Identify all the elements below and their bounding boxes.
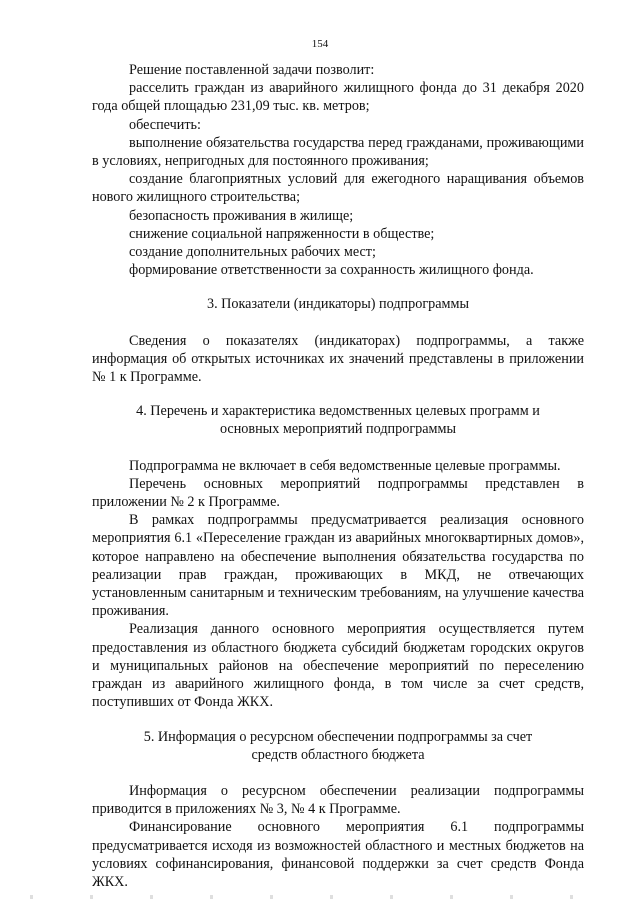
document-body	[92, 61, 584, 891]
paragraph: В рамках подпрограммы предусматривается реализация основного мероприятия 6.1 «Переселение граждан из аварийных многоквартирных домов», которое направлено на обеспечение выполнения обязательства государства по реализации прав граждан, проживающих в МКД, не отвечающих установленным санитарным и техническим требованиям, на улучшение качества проживания.	[92, 512, 584, 620]
paragraph: Информация о ресурсном обеспечении реализации подпрограммы приводится в приложениях № 3, № 4 к Программе.	[92, 782, 584, 818]
heading-line: 4. Перечень и характеристика ведомственных целевых программ и	[136, 403, 540, 420]
paragraph: Подпрограмма не включает в себя ведомственные целевые программы.	[129, 457, 561, 474]
section-heading-4	[92, 402, 584, 438]
paragraph: снижение социальной напряженности в обществе;	[129, 225, 435, 242]
heading-line: 5. Информация о ресурсном обеспечении подпрограммы за счет	[143, 728, 533, 745]
paragraph: выполнение обязательства государства перед гражданами, проживающими в условиях, непригодных для постоянного проживания;	[92, 134, 584, 170]
paragraph: Решение поставленной задачи позволит:	[129, 62, 375, 78]
paragraph: создание дополнительных рабочих мест;	[129, 244, 376, 261]
scan-artifact	[30, 895, 610, 899]
page-number: 154	[311, 38, 329, 50]
heading-line: основных мероприятий подпрограммы	[219, 421, 457, 438]
section-heading-5	[92, 728, 584, 764]
paragraph: Реализация данного основного мероприятия осуществляется путем предоставления из областного бюджета субсидий бюджетам городских округов и муниципальных районов на обеспечение мероприятий по переселению граждан из аварийного жилищного фонда, в том числе за счет средств, поступивших от Фонда ЖКХ.	[92, 621, 584, 711]
heading-line: 3. Показатели (индикаторы) подпрограммы	[206, 296, 470, 313]
paragraph: обеспечить:	[129, 116, 201, 133]
paragraph: Сведения о показателях (индикаторах) подпрограммы, а также информация об открытых источниках их значений представлены в приложении № 1 к Программе.	[92, 332, 584, 386]
paragraph: создание благоприятных условий для ежегодного наращивания объемов нового жилищного строительства;	[92, 171, 584, 206]
paragraph: расселить граждан из аварийного жилищного фонда до 31 декабря 2020 года общей площадью 231,09 тыс. кв. метров;	[92, 80, 584, 115]
paragraph: безопасность проживания в жилище;	[129, 207, 354, 224]
paragraph: формирование ответственности за сохранность жилищного фонда.	[129, 262, 534, 279]
paragraph: Финансирование основного мероприятия 6.1 подпрограммы предусматривается исходя из возможностей областного и местных бюджетов на условиях софинансирования, финансовой поддержки за счет средств Фонда ЖКХ.	[92, 819, 584, 890]
section-heading-3	[92, 295, 584, 313]
paragraph: Перечень основных мероприятий подпрограммы представлен в приложении № 2 к Программе.	[92, 475, 584, 511]
heading-line: средств областного бюджета	[251, 746, 425, 763]
